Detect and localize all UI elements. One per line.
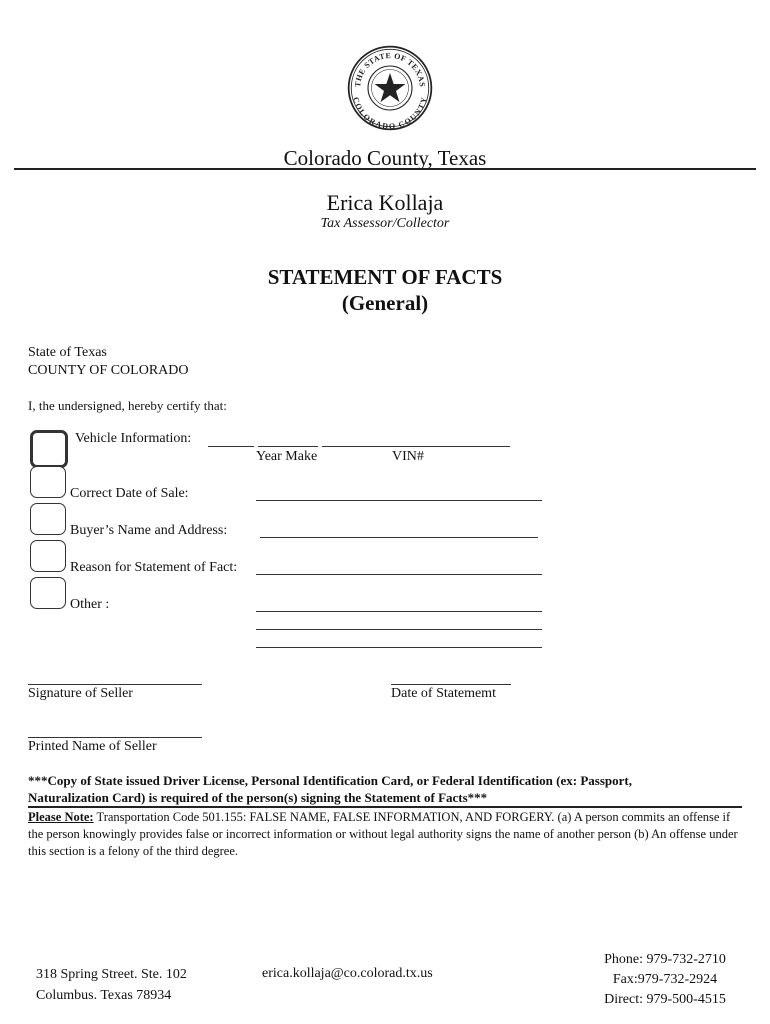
reason-label: Reason for Statement of Fact:	[70, 560, 238, 575]
county-seal	[346, 44, 434, 132]
notice-divider	[28, 806, 742, 808]
document-title-line1: STATEMENT OF FACTS	[267, 265, 503, 289]
phone-number: Phone: 979-732-2710	[604, 952, 726, 967]
printed-name-line[interactable]	[28, 737, 202, 738]
statement-date-label: Date of Statememt	[391, 686, 496, 701]
county-title: Colorado County, Texas	[283, 146, 487, 170]
other-checkbox[interactable]	[30, 577, 66, 609]
certify-line: I, the undersigned, hereby certify that:	[28, 398, 227, 413]
official-name: Erica Kollaja	[326, 190, 444, 215]
seal-top-text: THE STATE OF TEXAS	[353, 50, 427, 88]
other-field-line-2[interactable]	[256, 629, 542, 630]
header-divider	[14, 168, 756, 170]
vin-caption: VIN#	[392, 449, 424, 464]
statement-date-line[interactable]	[391, 684, 511, 685]
svg-text:COLORADO COUNTY	[351, 96, 429, 131]
seal-bottom-text: COLORADO COUNTY	[351, 96, 429, 131]
make-field-line[interactable]	[258, 446, 318, 447]
office-phones	[590, 950, 740, 1010]
please-note-label: Please Note:	[28, 810, 94, 824]
year-field-line[interactable]	[208, 446, 254, 447]
buyer-label: Buyer’s Name and Address:	[70, 523, 228, 538]
state-line: State of Texas	[28, 345, 107, 360]
county-line: COUNTY OF COLORADO	[28, 363, 189, 378]
sale-date-label: Correct Date of Sale:	[70, 486, 189, 501]
office-email: erica.kollaja@co.colorad.tx.us	[262, 966, 433, 981]
vehicle-info-checkbox[interactable]	[30, 430, 68, 468]
seller-signature-label: Signature of Seller	[28, 686, 133, 701]
buyer-checkbox[interactable]	[30, 503, 66, 535]
office-address	[36, 964, 187, 1006]
address-line-1: 318 Spring Street. Ste. 102	[36, 967, 187, 982]
vin-field-line[interactable]	[322, 446, 510, 447]
sale-date-field-line[interactable]	[256, 500, 542, 501]
year-make-caption: Year Make	[256, 449, 318, 464]
document-title	[0, 264, 770, 316]
direct-number: Direct: 979-500-4515	[604, 992, 726, 1007]
id-requirement-notice: ***Copy of State issued Driver License, Personal Identification Card, or Federal Identification (ex: Passport, Naturalization Card) is required of the person(s) signing the Statement of Facts***	[28, 773, 632, 805]
other-field-line-3[interactable]	[256, 647, 542, 648]
sale-date-checkbox[interactable]	[30, 466, 66, 498]
buyer-field-line[interactable]	[260, 537, 538, 538]
address-line-2: Columbus. Texas 78934	[36, 988, 172, 1003]
reason-field-line[interactable]	[256, 574, 542, 575]
other-field-line-1[interactable]	[256, 611, 542, 612]
star-icon	[375, 73, 406, 102]
legal-note	[28, 809, 744, 860]
reason-checkbox[interactable]	[30, 540, 66, 572]
fax-number: Fax:979-732-2924	[612, 972, 718, 987]
please-note-text: Transportation Code 501.155: FALSE NAME, FALSE INFORMATION, AND FORGERY. (a) A person commits an offense if the person knowingly provides false or incorrect information or without legal authority signs the name of another person (b) An offense under this section is a felony of the third degree.	[28, 810, 738, 858]
seller-signature-line[interactable]	[28, 684, 202, 685]
official-title: Tax Assessor/Collector	[320, 216, 450, 231]
other-label: Other :	[70, 597, 110, 612]
printed-name-label: Printed Name of Seller	[28, 739, 157, 754]
vehicle-info-label: Vehicle Information:	[75, 431, 192, 446]
document-title-line2: (General)	[341, 291, 429, 315]
